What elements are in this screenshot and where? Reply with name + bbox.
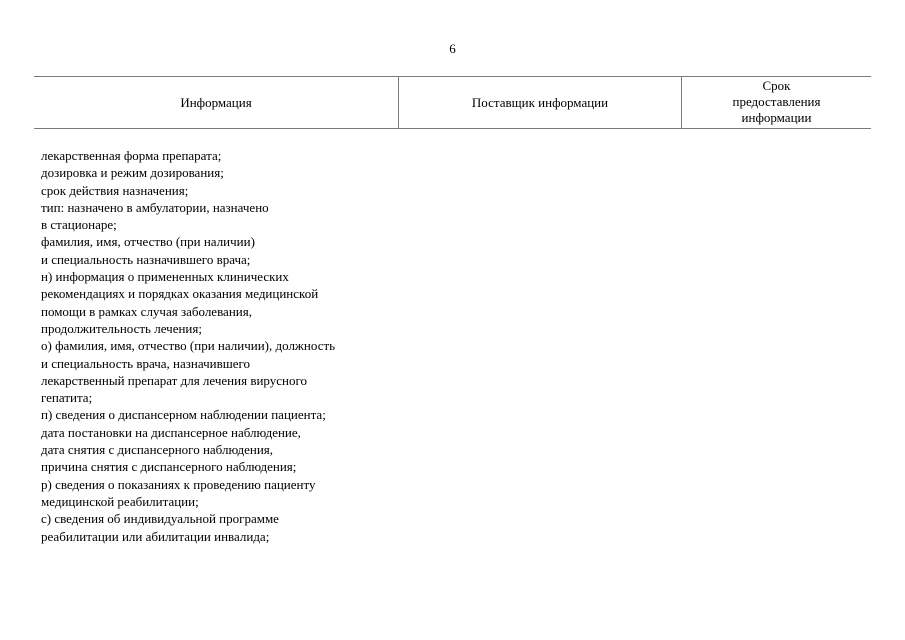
content-line: с) сведения об индивидуальной программе (41, 511, 279, 527)
content-line: и специальность назначившего врача; (41, 251, 251, 267)
content-line: дата снятия с диспансерного наблюдения, (41, 442, 274, 458)
content-line: р) сведения о показаниях к проведению пациенту (41, 476, 316, 492)
content-line: дозировка и режим дозирования; (41, 165, 224, 181)
content-line: реабилитации или абилитации инвалида; (41, 528, 270, 544)
content-line: рекомендациях и порядках оказания медицинской (41, 286, 319, 302)
content-line: и специальность врача, назначившего (41, 355, 251, 371)
content-line: лекарственный препарат для лечения вирусного (41, 372, 307, 388)
content-line: фамилия, имя, отчество (при наличии) (41, 234, 255, 250)
content-line: продолжительность лечения; (41, 320, 202, 336)
content-line: помощи в рамках случая заболевания, (41, 303, 252, 319)
header-info: Информация (34, 77, 399, 128)
content-line: лекарственная форма препарата; (41, 148, 222, 163)
header-term-line: информации (741, 110, 812, 125)
content-line: тип: назначено в амбулатории, назначено (41, 199, 269, 215)
content-line: о) фамилия, имя, отчество (при наличии), должность (41, 338, 336, 354)
header-term-line: Срок (762, 78, 791, 93)
content-line: медицинской реабилитации; (41, 493, 199, 509)
content-line: п) сведения о диспансерном наблюдении пациента; (41, 407, 326, 423)
header-provider: Поставщик информации (399, 77, 682, 128)
content-line: срок действия назначения; (41, 182, 189, 198)
content-line: дата постановки на диспансерное наблюдение, (41, 424, 301, 440)
header-term-line: предоставления (732, 94, 821, 109)
header-term (682, 77, 871, 128)
info-content (41, 147, 401, 545)
table-header (34, 76, 871, 129)
content-line: причина снятия с диспансерного наблюдения; (41, 459, 297, 475)
content-line: в стационаре; (41, 217, 117, 233)
page-number: 6 (449, 41, 456, 56)
content-line: н) информация о примененных клинических (41, 269, 289, 285)
content-line: гепатита; (41, 390, 93, 406)
